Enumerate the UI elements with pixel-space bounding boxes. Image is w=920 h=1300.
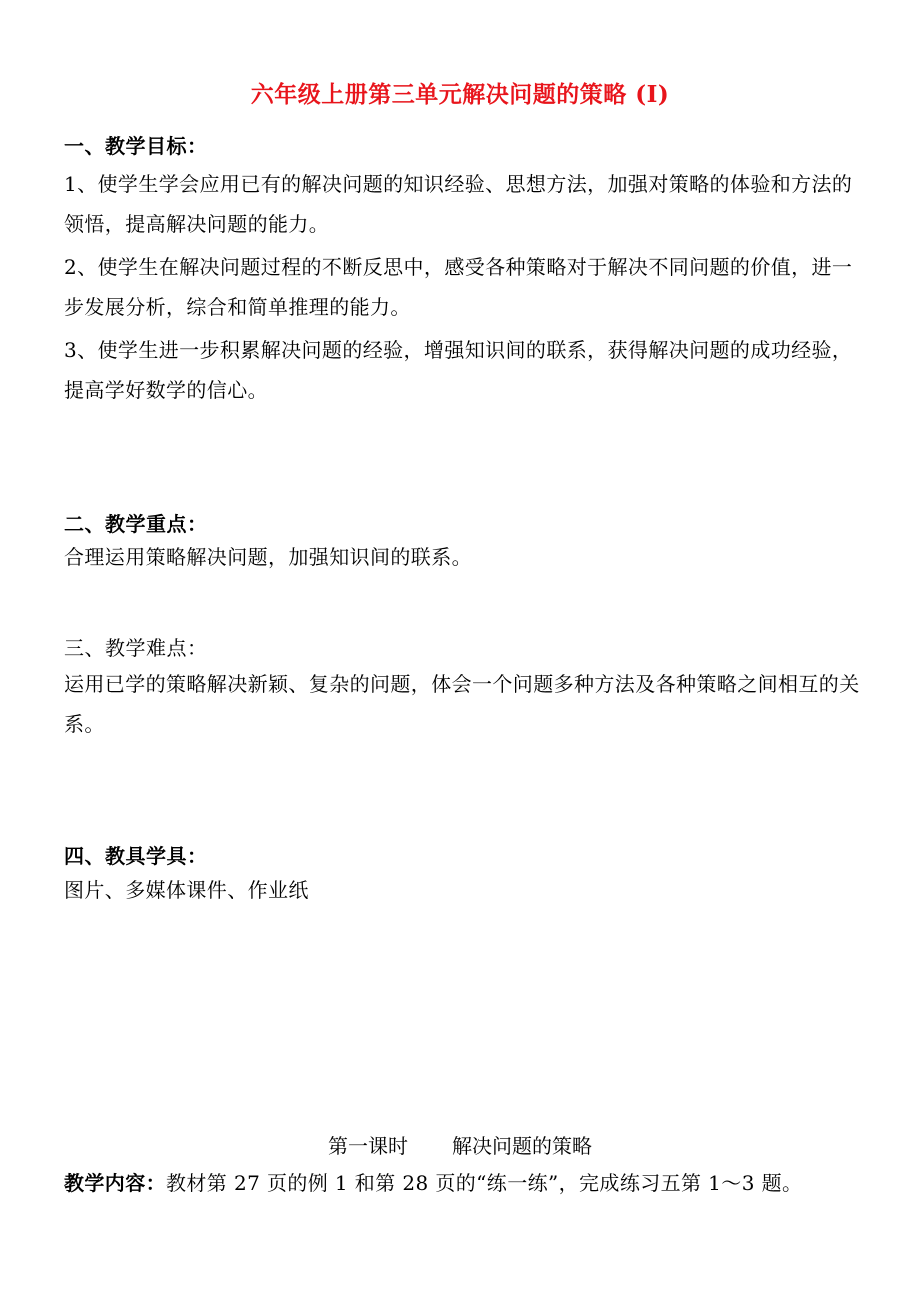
objective-item-2: 2、使学生在解决问题过程的不断反思中，感受各种策略对于解决不同问题的价值，进一步发展分析，综合和简单推理的能力。 — [64, 255, 853, 319]
objective-item-1: 1、使学生学会应用已有的解决问题的知识经验、思想方法，加强对策略的体验和方法的领悟，提高解决问题的能力。 — [64, 172, 853, 236]
lesson-name: 解决问题的策略 — [452, 1134, 592, 1158]
section-heading-materials: 四、教具学具： — [64, 844, 208, 868]
key-points-text: 合理运用策略解决问题，加强知识间的联系。 — [64, 545, 472, 569]
section-heading-key-points: 二、教学重点： — [64, 512, 208, 536]
section-heading-objectives: 一、教学目标： — [64, 134, 208, 158]
lesson-content — [64, 1163, 884, 1203]
lesson-period: 第一课时 — [328, 1134, 408, 1158]
lesson-content-label: 教学内容： — [64, 1171, 166, 1195]
lesson-content-text: 教材第 27 页的例 1 和第 28 页的“练一练”，完成练习五第 1～3 题。 — [166, 1171, 803, 1195]
section-heading-difficulties: 三、教学难点： — [64, 636, 208, 660]
document-title: 六年级上册第三单元解决问题的策略 (I) — [250, 81, 670, 108]
objective-item-3: 3、使学生进一步积累解决问题的经验，增强知识间的联系，获得解决问题的成功经验，提高学好数学的信心。 — [64, 338, 853, 402]
difficulties-text: 运用已学的策略解决新颖、复杂的问题，体会一个问题多种方法及各种策略之间相互的关系。 — [64, 672, 860, 736]
materials-text: 图片、多媒体课件、作业纸 — [64, 878, 309, 902]
lesson-title — [0, 1130, 920, 1159]
